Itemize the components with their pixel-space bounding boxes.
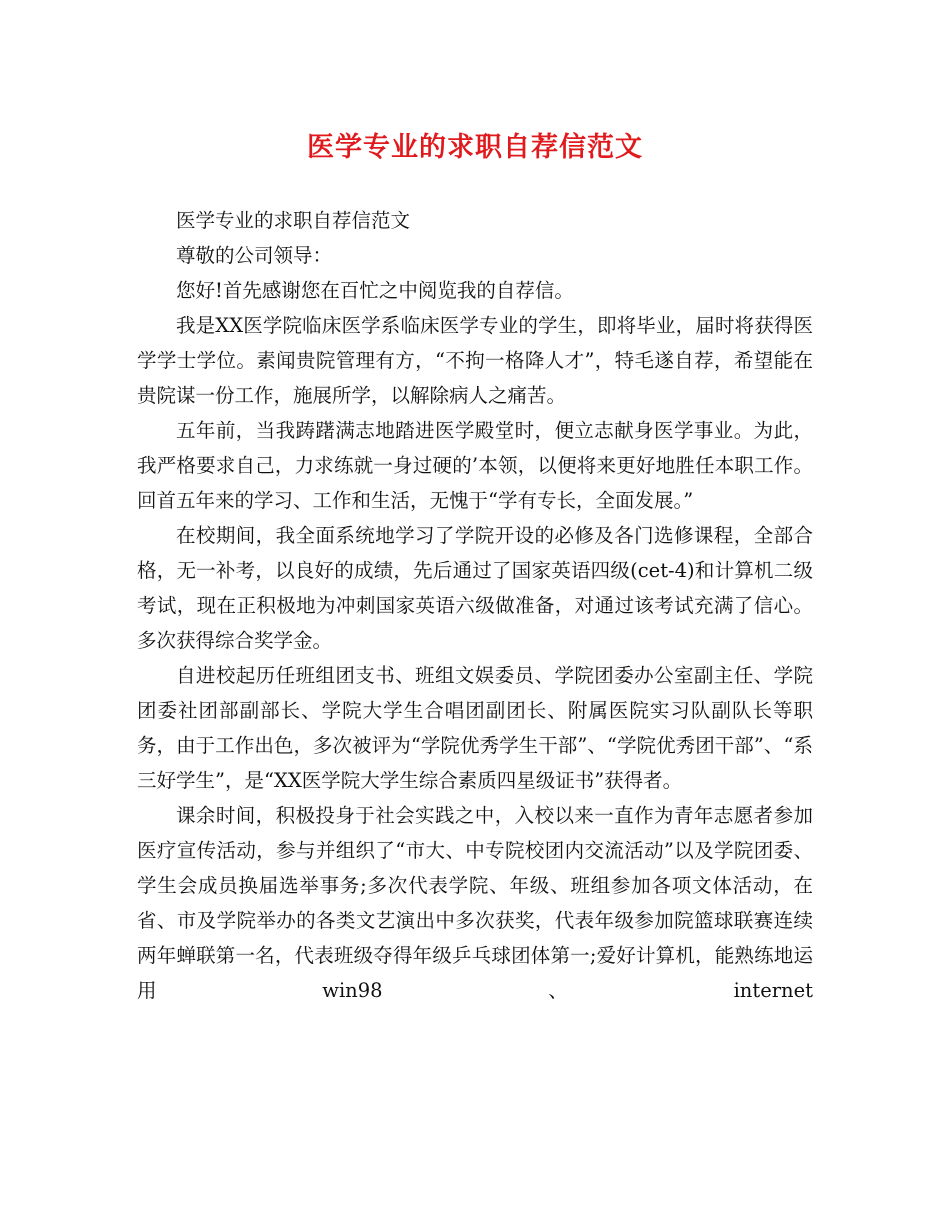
paragraph-activities: 课余时间，积极投身于社会实践之中，入校以来一直作为青年志愿者参加医疗宣传活动，参与并组织了“市大、中专院校团内交流活动”以及学院团委、学生会成员换届选举事务;多次代表学院、年级、班组参加各项文体活动，在省、市及学院举办的各类文艺演出中多次获奖，代表年级参加院篮球联赛连续两年蝉联第一名，代表班级夺得年级乒乓球团体第一;爱好计算机，能熟练地运用win98、internet [137,804,813,1002]
paragraph-positions: 自进校起历任班组团支书、班组文娱委员、学院团委办公室副主任、学院团委社团部副部长、学院大学生合唱团副团长、附属医院实习队副队长等职务，由于工作出色，多次被评为“学院优秀学生干部”、“学院优秀团干部”、“系三好学生”，是“XX医学院大学生综合素质四星级证书”获得者。 [137,664,813,792]
document-title: 医学专业的求职自荐信范文 [307,132,643,163]
paragraph-greeting: 您好!首先感谢您在百忙之中阅览我的自荐信。 [176,279,574,302]
paragraph-salutation: 尊敬的公司领导： [176,244,333,267]
paragraph-ambition: 五年前，当我踌躇满志地踏进医学殿堂时，便立志献身医学事业。为此，我严格要求自己，力求练就一身过硬的’本领，以便将来更好地胜任本职工作。回首五年来的学习、工作和生活，无愧于“学有专长，全面发展。” [137,419,813,512]
paragraph-heading-repeat: 医学专业的求职自荐信范文 [176,209,411,232]
document-body [137,203,813,1008]
paragraph-academics: 在校期间，我全面系统地学习了学院开设的必修及各门选修课程，全部合格，无一补考，以良好的成绩，先后通过了国家英语四级(cet-4)和计算机二级考试，现在正积极地为冲刺国家英语六级做准备，对通过该考试充满了信心。多次获得综合奖学金。 [137,524,813,652]
paragraph-introduction: 我是XX医学院临床医学系临床医学专业的学生，即将毕业，届时将获得医学学士学位。素闻贵院管理有方，“不拘一格降人才”，特毛遂自荐，希望能在贵院谋一份工作，施展所学，以解除病人之痛苦。 [137,314,813,407]
